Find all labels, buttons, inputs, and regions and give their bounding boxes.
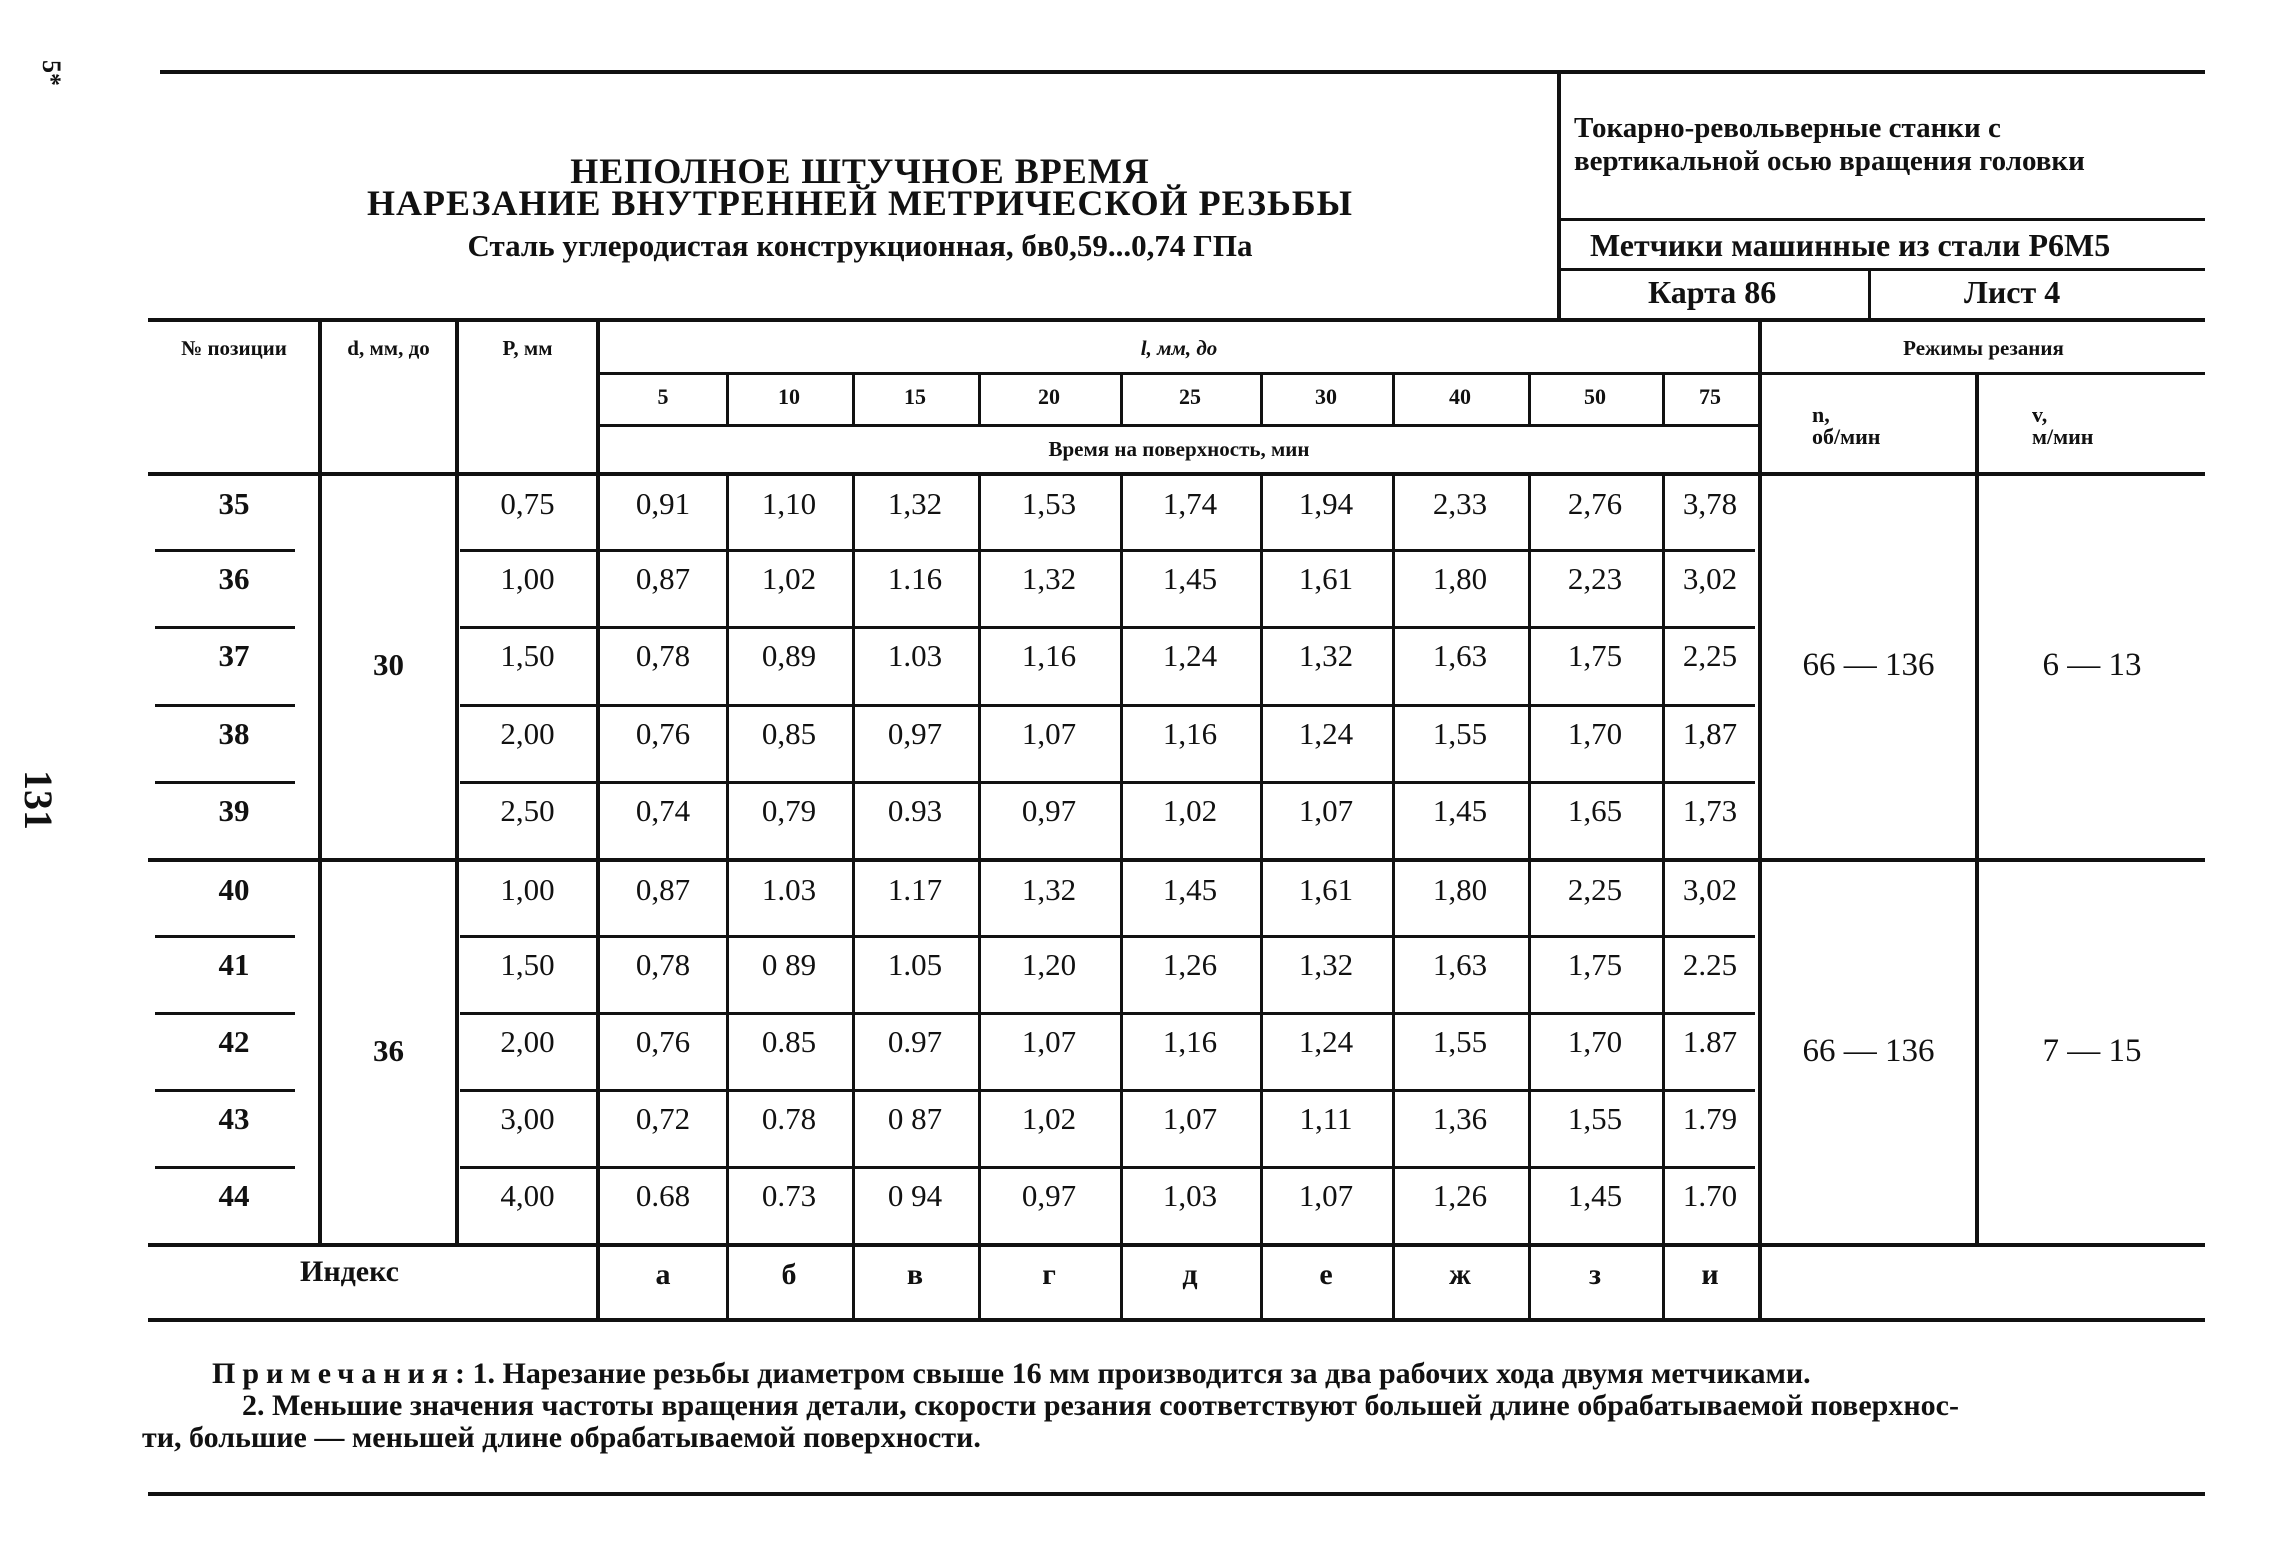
time-cell: 1,02 [1021,1101,1077,1136]
row-rule-pos [155,626,295,629]
length-header-25: 25 [1179,384,1201,409]
time-cell: 2,76 [1567,486,1623,521]
time-cell: 1,45 [1162,872,1218,907]
time-cell: 1,32 [1021,872,1077,907]
time-cell: 0,78 [635,638,691,673]
time-cell: 3,02 [1682,872,1738,907]
pitch-cell: 0,75 [500,486,555,521]
page-title: НЕПОЛНОЕ ШТУЧНОЕ ВРЕМЯ [570,151,1150,191]
time-cell: 1,45 [1432,793,1488,828]
time-cell: 0,74 [635,793,691,828]
time-cell: 0.85 [761,1024,817,1059]
machine-type-line2: вертикальной осью вращения головки [1574,145,2085,177]
time-cell: 1,16 [1162,1024,1218,1059]
time-cell: 0,87 [635,561,691,596]
time-cell: 0,85 [761,716,817,751]
tool-type: Метчики машинные из стали Р6М5 [1590,227,2111,263]
time-cell: 1,24 [1162,638,1218,673]
time-cell: 1,16 [1162,716,1218,751]
position-cell: 42 [218,1024,250,1059]
pitch-cell: 1,00 [500,872,555,907]
time-cell: 0,76 [635,1024,691,1059]
index-value: г [1042,1258,1056,1291]
length-header-75: 75 [1699,384,1721,409]
index-value: а [655,1258,671,1291]
time-cell: 0,78 [635,947,691,982]
time-cell: 1,87 [1682,716,1738,751]
time-cell: 0,76 [635,716,691,751]
row-rule [460,1012,1755,1015]
time-cell: 1,24 [1298,716,1354,751]
pitch-cell: 4,00 [500,1178,555,1213]
length-header-5: 5 [657,384,669,409]
time-cell: 1.03 [887,638,943,673]
row-rule-pos [155,549,295,552]
time-cell: 1,36 [1432,1101,1488,1136]
header-v-symbol: v, [2032,402,2048,427]
time-cell: 1,73 [1682,793,1738,828]
length-header-15: 15 [904,384,926,409]
time-cell: 1,80 [1432,561,1488,596]
time-cell: 0.78 [761,1101,817,1136]
time-cell: 1,02 [761,561,817,596]
header-v-unit: м/мин [2032,424,2094,449]
pitch-cell: 3,00 [500,1101,555,1136]
margin-mark: 5* [37,60,66,86]
index-value: и [1701,1258,1719,1291]
pitch-cell: 2,00 [500,1024,555,1059]
diameter-cell: 36 [373,1032,404,1068]
index-value: ж [1449,1258,1471,1291]
time-cell: 1,03 [1162,1178,1218,1213]
col-line-d [318,318,322,1243]
header-length: l, мм, до [1140,336,1218,360]
time-cell: 1,94 [1298,486,1354,521]
notes-label: Примечания [212,1357,456,1390]
time-cell: 0,97 [1021,1178,1077,1213]
time-cell: 1,16 [1021,638,1077,673]
pitch-cell: 1,50 [500,638,555,673]
position-cell: 43 [218,1101,250,1136]
pitch-cell: 1,00 [500,561,555,596]
sidebar-rule-2 [1557,268,2205,271]
time-cell: 0 89 [761,947,817,982]
header-rule-2 [600,424,1758,427]
length-header-40: 40 [1449,384,1471,409]
row-rule [460,781,1755,784]
index-value: б [781,1258,797,1291]
time-cell: 0,87 [635,872,691,907]
length-header-50: 50 [1584,384,1606,409]
time-cell: 1,11 [1299,1101,1353,1136]
row-rule-pos [155,781,295,784]
time-cell: 1,45 [1162,561,1218,596]
sheet-number: Лист 4 [1964,274,2061,310]
time-cell: 1,63 [1432,638,1488,673]
time-cell: 1,10 [761,486,817,521]
row-rule [460,1166,1755,1169]
time-cell: 2,33 [1432,486,1488,521]
page-number: 131 [16,770,61,830]
row-rule [460,704,1755,707]
time-cell: 1,26 [1432,1178,1488,1213]
time-cell: 0,79 [761,793,817,828]
time-cell: 1,70 [1567,716,1623,751]
time-cell: 0,97 [1021,793,1077,828]
index-value: з [1588,1258,1602,1291]
header-surface-time: Время на поверхность, мин [1048,437,1310,461]
time-cell: 3,78 [1682,486,1738,521]
length-header-20: 20 [1038,384,1060,409]
time-cell: 0,89 [761,638,817,673]
pitch-cell: 2,50 [500,793,555,828]
position-cell: 35 [218,486,250,521]
time-cell: 3,02 [1682,561,1738,596]
row-rule [460,549,1755,552]
time-cell: 1,07 [1162,1101,1218,1136]
time-cell: 1,55 [1432,1024,1488,1059]
time-cell: 1.70 [1682,1178,1738,1213]
header-n-unit: об/мин [1812,424,1881,449]
row-rule-pos [155,1089,295,1092]
time-cell: 1,55 [1567,1101,1623,1136]
time-cell: 2.25 [1682,947,1738,982]
row-rule-pos [155,1166,295,1169]
note-2a: 2. Меньшие значения частоты вращения детали, скорости резания соответствуют большей длине обрабатываемой поверхнос- [242,1389,1959,1422]
time-cell: 1,32 [1298,947,1354,982]
time-cell: 1,65 [1567,793,1623,828]
time-cell: 0 87 [887,1101,943,1136]
col-line-modes [1758,318,1762,1318]
page-title-2: НАРЕЗАНИЕ ВНУТРЕННЕЙ МЕТРИЧЕСКОЙ РЕЗЬБЫ [367,183,1353,223]
time-cell: 1,32 [1021,561,1077,596]
page-subtitle: Сталь углеродистая конструкционная, бв0,59...0,74 ГПа [467,228,1253,263]
time-cell: 2,25 [1567,872,1623,907]
position-cell: 38 [218,716,250,751]
length-header-30: 30 [1315,384,1337,409]
machine-type-line1: Токарно-револьверные станки с [1574,112,2001,144]
data-bottom-rule [148,1243,2205,1247]
time-cell: 1,80 [1432,872,1488,907]
time-cell: 1.03 [761,872,817,907]
time-cell: 1,07 [1298,793,1354,828]
notes [142,1358,2212,1454]
position-cell: 40 [218,872,250,907]
time-cell: 1.87 [1682,1024,1738,1059]
row-rule-pos [155,1012,295,1015]
time-cell: 0 94 [887,1178,943,1213]
note-2b: ти, большие — меньшей длине обрабатываемой поверхности. [142,1421,981,1454]
time-cell: 1,07 [1298,1178,1354,1213]
header-pitch: P, мм [502,336,553,360]
time-cell: 0.73 [761,1178,817,1213]
col-line-v [1975,372,1979,1243]
time-cell: 1,20 [1021,947,1077,982]
time-cell: 1,63 [1432,947,1488,982]
time-cell: 1,32 [1298,638,1354,673]
time-cell: 2,23 [1567,561,1623,596]
position-cell: 36 [218,561,250,596]
sidebar-divider [1557,70,1561,318]
index-value: е [1319,1258,1333,1291]
time-cell: 0.93 [887,793,943,828]
position-cell: 37 [218,638,250,673]
index-label: Индекс [300,1255,399,1288]
index-value: в [906,1258,924,1291]
index-value: д [1182,1258,1198,1291]
table-bottom-rule [148,1318,2205,1322]
time-cell: 1.17 [887,872,943,907]
speed-v-cell: 7 — 15 [2042,1032,2142,1069]
time-cell: 1,75 [1567,638,1623,673]
header-rule-1 [600,372,2205,375]
page-bottom-rule [148,1492,2205,1496]
time-cell: 1,61 [1298,561,1354,596]
top-rule [160,70,2205,74]
time-cell: 1,74 [1162,486,1218,521]
note-1-text: : 1. Нарезание резьбы диаметром свыше 16 мм производится за два рабочих хода двумя метчиками. [455,1357,1811,1390]
speed-n-cell: 66 — 136 [1802,1032,1935,1069]
header-diameter: d, мм, до [347,336,430,360]
card-number: Карта 86 [1648,274,1777,310]
sidebar-card-divider [1868,268,1871,318]
note-1 [142,1358,2212,1390]
header-position: № позиции [181,336,287,360]
row-rule [460,935,1755,938]
speed-v-cell: 6 — 13 [2042,646,2142,683]
time-cell: 1,07 [1021,716,1077,751]
time-cell: 1,61 [1298,872,1354,907]
time-cell: 0,72 [635,1101,691,1136]
time-cell: 1,26 [1162,947,1218,982]
position-cell: 44 [218,1178,250,1213]
time-cell: 0.68 [635,1178,691,1213]
pitch-cell: 1,50 [500,947,555,982]
row-rule [460,626,1755,629]
time-cell: 1,07 [1021,1024,1077,1059]
position-cell: 41 [218,947,250,982]
time-cell: 1.79 [1682,1101,1738,1136]
header-modes: Режимы резания [1903,336,2064,360]
time-cell: 1,53 [1021,486,1077,521]
time-cell: 0,97 [887,716,943,751]
time-cell: 1,32 [887,486,943,521]
row-rule-pos [155,935,295,938]
time-cell: 1,75 [1567,947,1623,982]
sidebar-rule-1 [1557,218,2205,221]
speed-n-cell: 66 — 136 [1802,646,1935,683]
row-rule-pos [155,704,295,707]
row-rule [460,1089,1755,1092]
time-cell: 1,45 [1567,1178,1623,1213]
time-cell: 0.97 [887,1024,943,1059]
time-cell: 1,24 [1298,1024,1354,1059]
time-cell: 1.05 [887,947,943,982]
length-header-10: 10 [778,384,800,409]
time-cell: 1,02 [1162,793,1218,828]
pitch-cell: 2,00 [500,716,555,751]
position-cell: 39 [218,793,250,828]
time-cell: 0,91 [635,486,691,521]
header-n-symbol: n, [1812,402,1830,427]
time-cell: 1,55 [1432,716,1488,751]
time-cell: 1.16 [887,561,943,596]
time-cell: 2,25 [1682,638,1738,673]
time-cell: 1,70 [1567,1024,1623,1059]
diameter-cell: 30 [373,646,404,682]
